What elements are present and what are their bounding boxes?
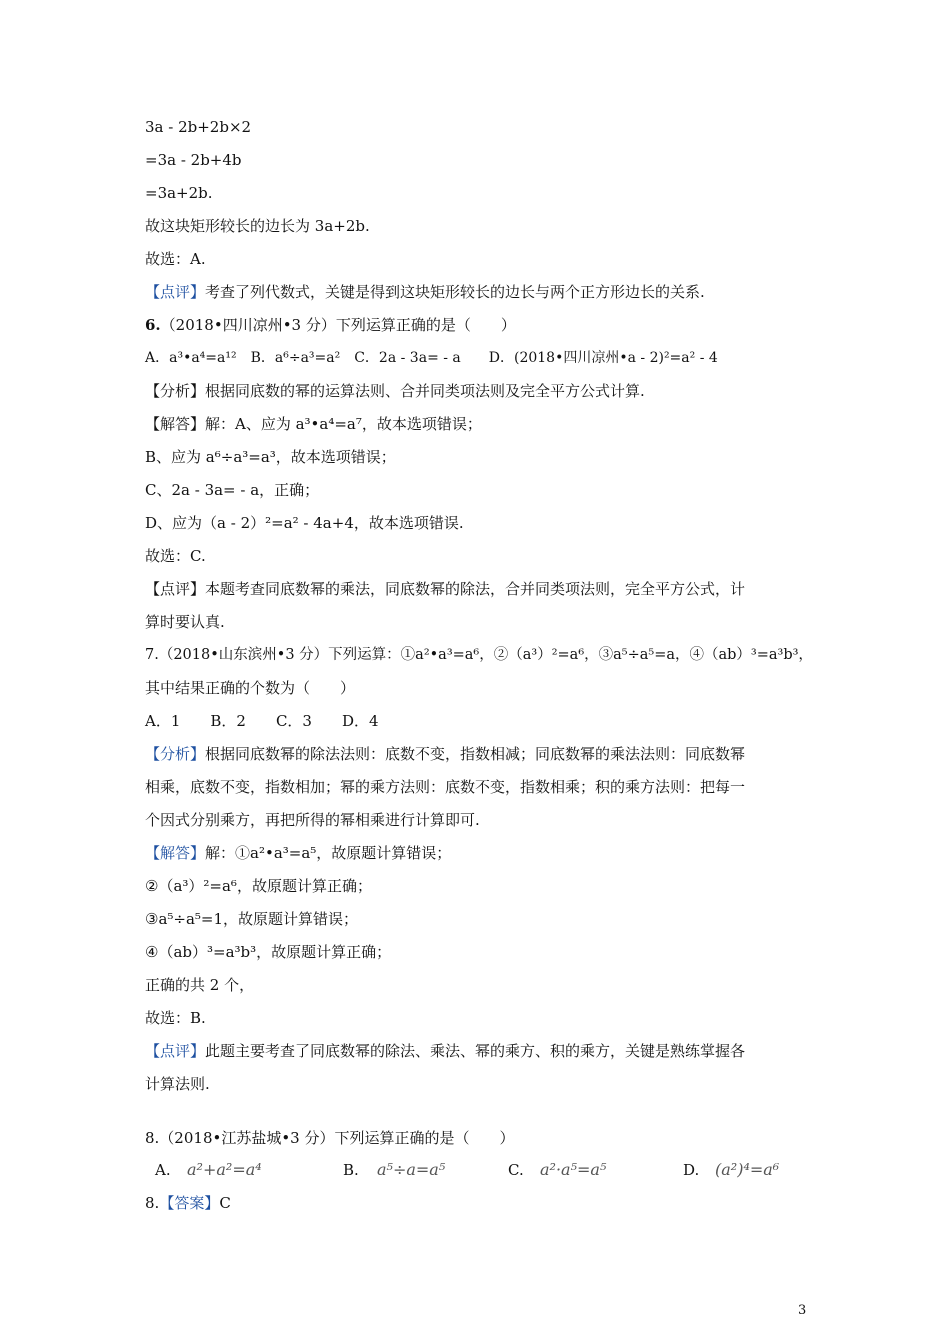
question-7-stem: 其中结果正确的个数为（ ） bbox=[145, 679, 356, 697]
solution-line: 正确的共 2 个， bbox=[145, 976, 255, 994]
option-d-letter: D. bbox=[683, 1161, 700, 1179]
question-6-stem bbox=[145, 315, 516, 335]
solution-line: ④（ab）³=a³b³，故原题计算正确； bbox=[145, 943, 392, 961]
question-6-options: A．a³•a⁴=a¹² B．a⁶÷a³=a² C．2a - 3a= - a D．(2018•四川凉州•a - 2)²=a² - 4 bbox=[145, 350, 718, 366]
answer-line bbox=[145, 1193, 231, 1213]
text-line: 故选：A. bbox=[145, 250, 206, 268]
comment-tag: 【点评】 bbox=[145, 283, 206, 301]
comment-text: 此题主要考查了同底数幂的除法、乘法、幂的乘方、积的乘方，关键是熟练掌握各 bbox=[205, 1042, 746, 1060]
comment-line: 【点评】本题考查同底数幂的乘法，同底数幂的除法，合并同类项法则，完全平方公式，计 bbox=[145, 580, 746, 598]
option-a-letter: A. bbox=[155, 1161, 171, 1179]
question-8-options bbox=[145, 1158, 805, 1182]
solution-tag: 【解答】 bbox=[145, 844, 206, 862]
option-c-letter: C. bbox=[508, 1161, 524, 1179]
question-text: （2018•四川凉州•3 分）下列运算正确的是（ ） bbox=[160, 316, 516, 334]
comment-line bbox=[145, 282, 705, 302]
analysis-line: 相乘，底数不变，指数相加；幂的乘方法则：底数不变，指数相乘；积的乘方法则：把每一 bbox=[145, 778, 746, 796]
comment-line: 算时要认真. bbox=[145, 613, 225, 631]
option-b-expression: a⁵÷a=a⁵ bbox=[377, 1160, 446, 1179]
analysis-tag: 【分析】 bbox=[145, 745, 206, 763]
comment-text: 考查了列代数式，关键是得到这块矩形较长的边长与两个正方形边长的关系. bbox=[205, 283, 705, 301]
analysis-text: 根据同底数幂的除法法则：底数不变，指数相减；同底数幂的乘法法则：同底数幂 bbox=[205, 745, 746, 763]
analysis-line: 【分析】根据同底数的幂的运算法则、合并同类项法则及完全平方公式计算. bbox=[145, 382, 645, 400]
comment-line bbox=[145, 1041, 745, 1061]
option-d-expression: (a²)⁴=a⁶ bbox=[715, 1160, 780, 1179]
solution-line: B、应为 a⁶÷a³=a³，故本选项错误； bbox=[145, 448, 396, 466]
text-line: =3a - 2b+4b bbox=[145, 151, 242, 169]
answer-tag: 【答案】 bbox=[159, 1194, 220, 1212]
option-c-expression: a²·a⁵=a⁵ bbox=[540, 1160, 607, 1179]
question-number: 6. bbox=[145, 316, 161, 334]
option-b-letter: B. bbox=[343, 1161, 359, 1179]
solution-line: D、应为（a - 2）²=a² - 4a+4，故本选项错误. bbox=[145, 514, 464, 532]
comment-tag: 【点评】 bbox=[145, 1042, 206, 1060]
text-line: 3a - 2b+2b×2 bbox=[145, 118, 252, 136]
text-line: 故这块矩形较长的边长为 3a+2b. bbox=[145, 217, 370, 235]
text-line: =3a+2b. bbox=[145, 184, 213, 202]
page-number: 3 bbox=[798, 1303, 807, 1318]
text-line: 故选：C. bbox=[145, 547, 206, 565]
solution-line: C、2a - 3a= - a，正确； bbox=[145, 481, 320, 499]
text-line: 故选：B. bbox=[145, 1009, 206, 1027]
analysis-line bbox=[145, 744, 745, 764]
question-8-stem: 8.（2018•江苏盐城•3 分）下列运算正确的是（ ） bbox=[145, 1129, 515, 1147]
option-a-expression: a²+a²=a⁴ bbox=[187, 1160, 262, 1179]
comment-line: 计算法则. bbox=[145, 1075, 210, 1093]
question-7-options: A．1 B．2 C．3 D．4 bbox=[145, 712, 379, 730]
answer-value: C bbox=[219, 1194, 231, 1212]
solution-line bbox=[145, 843, 451, 863]
solution-text: 解：①a²•a³=a⁵，故原题计算错误； bbox=[205, 844, 452, 862]
answer-number: 8. bbox=[145, 1194, 160, 1212]
question-7-stem: 7.（2018•山东滨州•3 分）下列运算：①a²•a³=a⁶，②（a³）²=a⁶，③a⁵÷a⁵=a，④（ab）³=a³b³， bbox=[145, 647, 813, 663]
solution-line: ③a⁵÷a⁵=1，故原题计算错误； bbox=[145, 910, 359, 928]
analysis-line: 个因式分别乘方，再把所得的幂相乘进行计算即可. bbox=[145, 811, 480, 829]
solution-line: 【解答】解：A、应为 a³•a⁴=a⁷，故本选项错误； bbox=[145, 415, 482, 433]
solution-line: ②（a³）²=a⁶，故原题计算正确； bbox=[145, 877, 372, 895]
